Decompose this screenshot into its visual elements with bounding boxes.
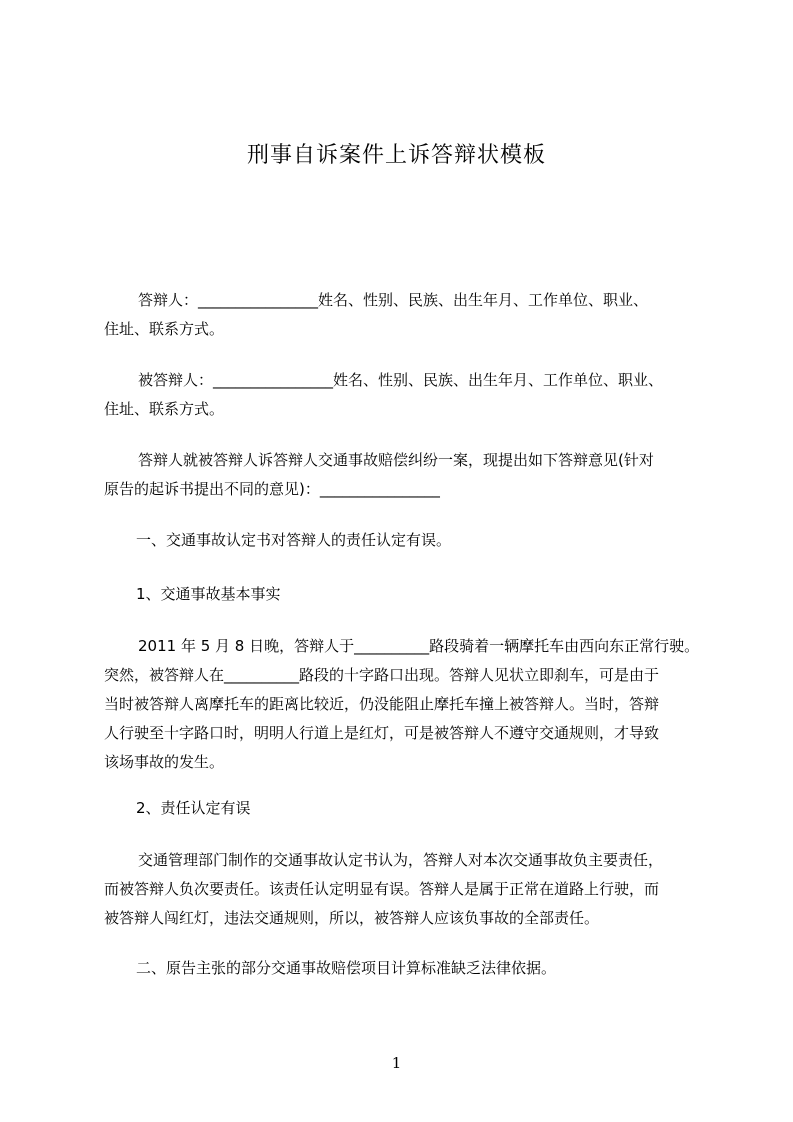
section-1-1-heading: 1、交通事故基本事实 — [136, 585, 281, 603]
page-number: 1 — [391, 1054, 402, 1072]
appellee-line-1: 被答辩人：________________姓名、性别、民族、出生年月、工作单位、职业、 — [138, 371, 664, 389]
intro-line-1: 答辩人就被答辩人诉答辩人交通事故赔偿纠纷一案，现提出如下答辩意见(针对 — [138, 451, 654, 469]
appellee-paragraph — [104, 366, 704, 424]
section-2-heading: 二、原告主张的部分交通事故赔偿项目计算标准缺乏法律依据。 — [136, 959, 557, 977]
section-1-1-line-3: 当时被答辩人离摩托车的距离比较近，仍没能阻止摩托车撞上被答辩人。当时，答辩 — [104, 695, 660, 713]
section-1-2-line-2: 而被答辩人负次要责任。该责任认定明显有误。答辩人是属于正常在道路上行驶，而 — [104, 880, 660, 898]
section-1-1-line-4: 人行驶至十字路口时，明明人行道上是红灯，可是被答辩人不遵守交通规则，才导致 — [104, 724, 660, 742]
intro-paragraph — [104, 446, 704, 504]
section-1-1-line-5: 该场事故的发生。 — [104, 753, 225, 771]
section-1-2-line-1: 交通管理部门制作的交通事故认定书认为，答辩人对本次交通事故负主要责任， — [138, 851, 664, 869]
section-1-1-body — [104, 632, 704, 777]
respondent-line-1: 答辩人：________________姓名、性别、民族、出生年月、工作单位、职业、 — [138, 291, 649, 309]
respondent-line-2: 住址、联系方式。 — [104, 320, 225, 338]
section-1-2-body — [104, 846, 704, 933]
intro-line-2: 原告的起诉书提出不同的意见)：________________ — [104, 480, 440, 498]
section-1-heading: 一、交通事故认定书对答辩人的责任认定有误。 — [136, 531, 452, 549]
section-1-1-line-1: 2011 年 5 月 8 日晚，答辩人于__________路段骑着一辆摩托车由西向东正常行驶。 — [138, 637, 700, 655]
section-1-2-heading: 2、责任认定有误 — [136, 799, 251, 817]
respondent-paragraph — [104, 286, 704, 344]
document-title: 刑事自诉案件上诉答辩状模板 — [246, 143, 546, 168]
section-1-1-line-2: 突然，被答辩人在__________路段的十字路口出现。答辩人见状立即刹车，可是由于 — [104, 666, 660, 684]
appellee-line-2: 住址、联系方式。 — [104, 400, 225, 418]
section-1-2-line-3: 被答辩人闯红灯，违法交通规则，所以，被答辩人应该负事故的全部责任。 — [104, 909, 600, 927]
